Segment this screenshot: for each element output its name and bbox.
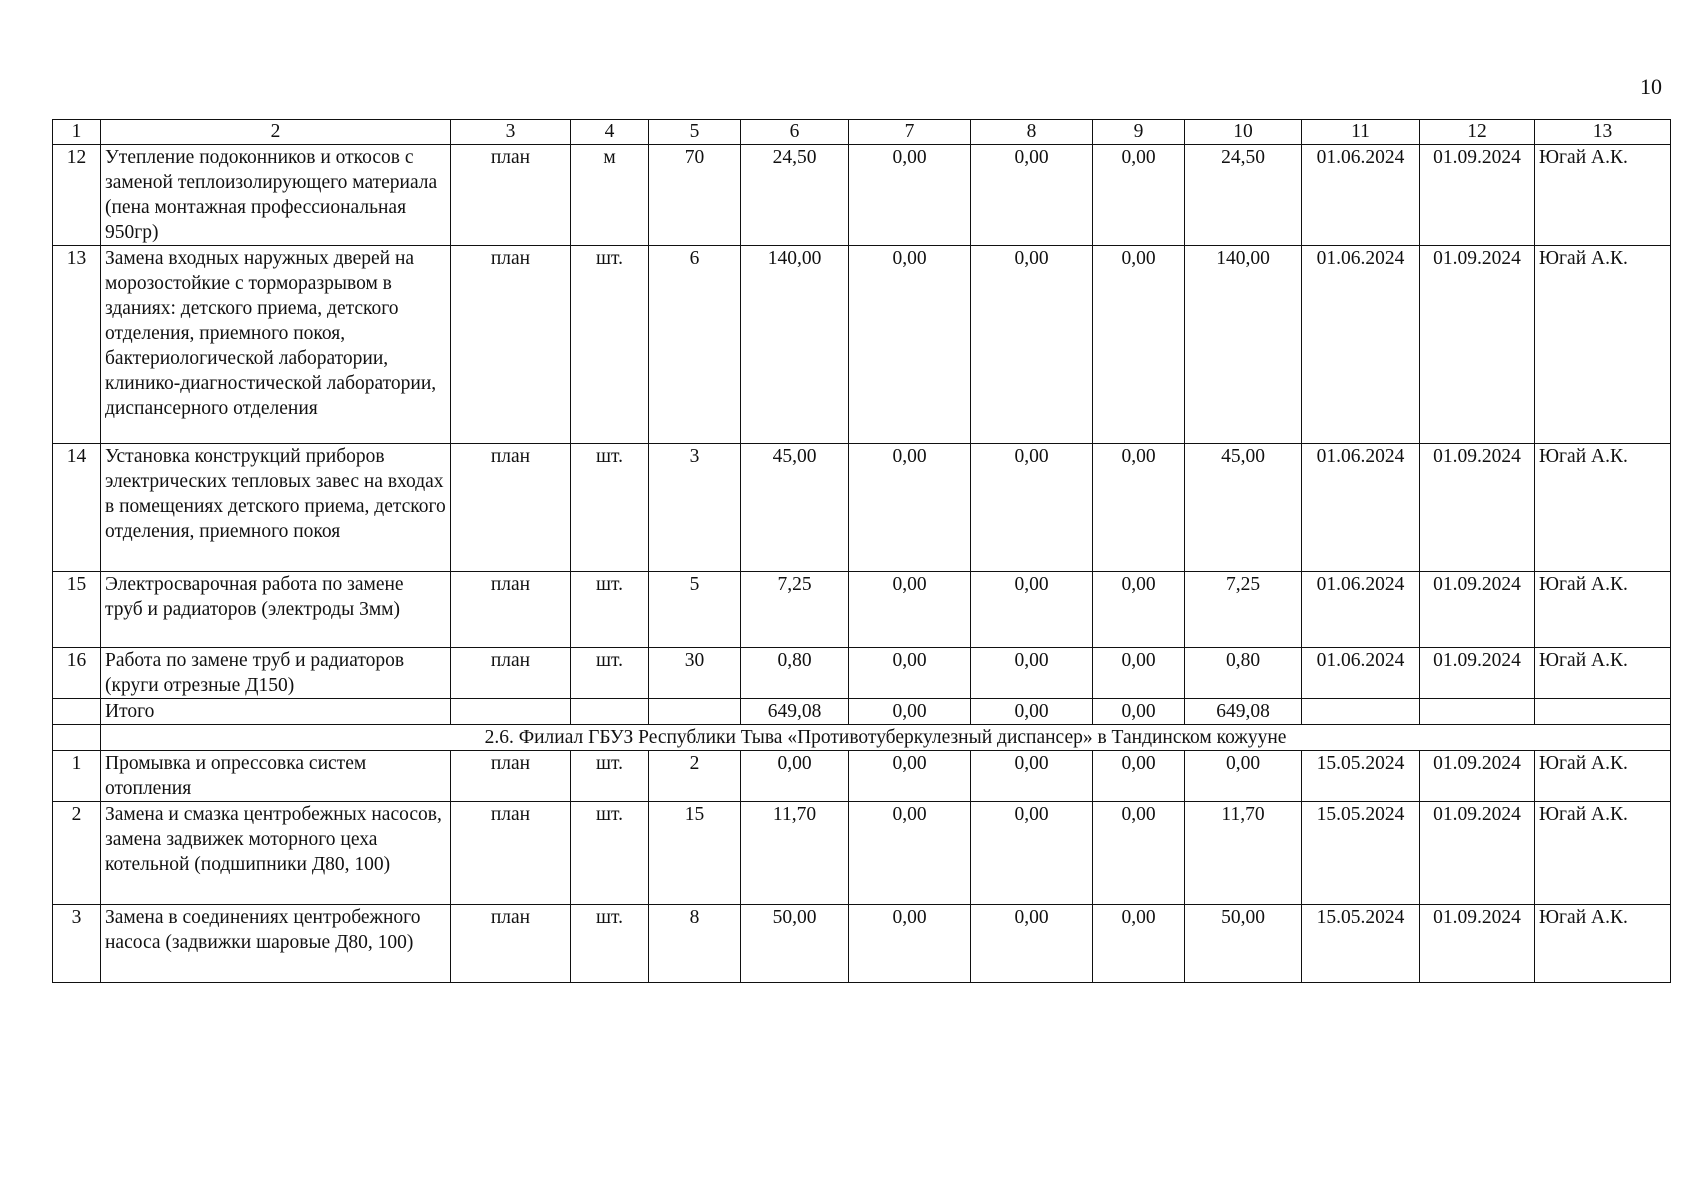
row-unit: шт. — [571, 444, 649, 572]
work-description: Замена в соединениях центробежного насоса (задвижки шаровые Д80, 100) — [101, 905, 451, 983]
row-responsible: Югай А.К. — [1535, 246, 1671, 444]
total-empty-cell — [53, 699, 101, 725]
row-responsible: Югай А.К. — [1535, 572, 1671, 648]
total-empty-cell — [1420, 699, 1535, 725]
row-col10: 24,50 — [1185, 145, 1302, 246]
header-cell: 10 — [1185, 120, 1302, 145]
row-start-date: 01.06.2024 — [1302, 145, 1420, 246]
row-col7: 0,00 — [849, 751, 971, 802]
row-col7: 0,00 — [849, 145, 971, 246]
header-cell: 9 — [1093, 120, 1185, 145]
row-col10: 50,00 — [1185, 905, 1302, 983]
row-responsible: Югай А.К. — [1535, 444, 1671, 572]
row-col7: 0,00 — [849, 802, 971, 905]
row-col6: 140,00 — [741, 246, 849, 444]
row-type: план — [451, 751, 571, 802]
row-type: план — [451, 648, 571, 699]
row-col6: 24,50 — [741, 145, 849, 246]
row-end-date: 01.09.2024 — [1420, 246, 1535, 444]
table-row — [53, 905, 1671, 983]
row-responsible: Югай А.К. — [1535, 905, 1671, 983]
header-cell: 2 — [101, 120, 451, 145]
row-quantity: 70 — [649, 145, 741, 246]
header-row — [53, 120, 1671, 145]
row-col7: 0,00 — [849, 572, 971, 648]
row-type: план — [451, 246, 571, 444]
row-unit: шт. — [571, 751, 649, 802]
table-row — [53, 802, 1671, 905]
section-row — [53, 725, 1671, 751]
header-cell: 8 — [971, 120, 1093, 145]
row-start-date: 01.06.2024 — [1302, 246, 1420, 444]
row-type: план — [451, 905, 571, 983]
work-description: Промывка и опрессовка систем отопления — [101, 751, 451, 802]
work-description: Работа по замене труб и радиаторов (круги отрезные Д150) — [101, 648, 451, 699]
row-col6: 7,25 — [741, 572, 849, 648]
row-unit: шт. — [571, 905, 649, 983]
table-row — [53, 246, 1671, 444]
header-cell: 13 — [1535, 120, 1671, 145]
work-description: Установка конструкций приборов электрических тепловых завес на входах в помещениях детского приема, детского отделения, приемного покоя — [101, 444, 451, 572]
work-description: Замена входных наружных дверей на морозостойкие с торморазрывом в зданиях: детского приема, детского отделения, приемного покоя, бактериологической лаборатории, клинико-диагностической лаборатории, диспансерного отделения — [101, 246, 451, 444]
row-col9: 0,00 — [1093, 246, 1185, 444]
row-number: 13 — [53, 246, 101, 444]
row-end-date: 01.09.2024 — [1420, 444, 1535, 572]
row-col6: 0,80 — [741, 648, 849, 699]
row-col10: 140,00 — [1185, 246, 1302, 444]
table-row — [53, 648, 1671, 699]
total-label: Итого — [101, 699, 451, 725]
table-row — [53, 444, 1671, 572]
row-number: 1 — [53, 751, 101, 802]
header-cell: 6 — [741, 120, 849, 145]
row-quantity: 6 — [649, 246, 741, 444]
work-description: Электросварочная работа по замене труб и радиаторов (электроды 3мм) — [101, 572, 451, 648]
row-start-date: 01.06.2024 — [1302, 572, 1420, 648]
row-type: план — [451, 802, 571, 905]
header-cell: 7 — [849, 120, 971, 145]
total-col6: 649,08 — [741, 699, 849, 725]
header-cell: 5 — [649, 120, 741, 145]
row-end-date: 01.09.2024 — [1420, 648, 1535, 699]
table-row — [53, 145, 1671, 246]
row-end-date: 01.09.2024 — [1420, 905, 1535, 983]
row-col10: 45,00 — [1185, 444, 1302, 572]
header-cell: 12 — [1420, 120, 1535, 145]
row-col8: 0,00 — [971, 246, 1093, 444]
row-col6: 45,00 — [741, 444, 849, 572]
row-col10: 0,80 — [1185, 648, 1302, 699]
row-col9: 0,00 — [1093, 572, 1185, 648]
row-unit: шт. — [571, 802, 649, 905]
row-col7: 0,00 — [849, 905, 971, 983]
total-empty-cell — [649, 699, 741, 725]
header-cell: 11 — [1302, 120, 1420, 145]
section-title: 2.6. Филиал ГБУЗ Республики Тыва «Противотуберкулезный диспансер» в Тандинском кожууне — [101, 725, 1671, 751]
row-col6: 11,70 — [741, 802, 849, 905]
work-description: Замена и смазка центробежных насосов, замена задвижек моторного цеха котельной (подшипники Д80, 100) — [101, 802, 451, 905]
row-col10: 7,25 — [1185, 572, 1302, 648]
row-end-date: 01.09.2024 — [1420, 572, 1535, 648]
row-col8: 0,00 — [971, 145, 1093, 246]
table-row — [53, 751, 1671, 802]
section-empty-cell — [53, 725, 101, 751]
row-type: план — [451, 572, 571, 648]
row-quantity: 5 — [649, 572, 741, 648]
row-number: 2 — [53, 802, 101, 905]
row-col9: 0,00 — [1093, 145, 1185, 246]
row-col10: 11,70 — [1185, 802, 1302, 905]
row-type: план — [451, 145, 571, 246]
row-col9: 0,00 — [1093, 802, 1185, 905]
row-col7: 0,00 — [849, 246, 971, 444]
row-col8: 0,00 — [971, 572, 1093, 648]
works-table — [52, 119, 1671, 983]
row-quantity: 2 — [649, 751, 741, 802]
row-col8: 0,00 — [971, 444, 1093, 572]
total-empty-cell — [1302, 699, 1420, 725]
row-col7: 0,00 — [849, 444, 971, 572]
row-responsible: Югай А.К. — [1535, 751, 1671, 802]
row-col6: 50,00 — [741, 905, 849, 983]
row-col6: 0,00 — [741, 751, 849, 802]
row-number: 15 — [53, 572, 101, 648]
row-col8: 0,00 — [971, 648, 1093, 699]
row-quantity: 3 — [649, 444, 741, 572]
row-responsible: Югай А.К. — [1535, 648, 1671, 699]
row-end-date: 01.09.2024 — [1420, 145, 1535, 246]
total-col9: 0,00 — [1093, 699, 1185, 725]
total-row — [53, 699, 1671, 725]
row-quantity: 30 — [649, 648, 741, 699]
row-end-date: 01.09.2024 — [1420, 802, 1535, 905]
row-col9: 0,00 — [1093, 648, 1185, 699]
row-quantity: 15 — [649, 802, 741, 905]
total-empty-cell — [1535, 699, 1671, 725]
row-start-date: 15.05.2024 — [1302, 751, 1420, 802]
row-number: 12 — [53, 145, 101, 246]
row-unit: м — [571, 145, 649, 246]
work-description: Утепление подоконников и откосов с заменой теплоизолирующего материала (пена монтажная профессиональная 950гр) — [101, 145, 451, 246]
row-unit: шт. — [571, 572, 649, 648]
total-col8: 0,00 — [971, 699, 1093, 725]
row-end-date: 01.09.2024 — [1420, 751, 1535, 802]
row-quantity: 8 — [649, 905, 741, 983]
row-col8: 0,00 — [971, 751, 1093, 802]
row-responsible: Югай А.К. — [1535, 145, 1671, 246]
header-cell: 4 — [571, 120, 649, 145]
row-responsible: Югай А.К. — [1535, 802, 1671, 905]
row-col7: 0,00 — [849, 648, 971, 699]
row-col9: 0,00 — [1093, 444, 1185, 572]
row-start-date: 15.05.2024 — [1302, 802, 1420, 905]
row-start-date: 01.06.2024 — [1302, 648, 1420, 699]
total-col7: 0,00 — [849, 699, 971, 725]
row-col9: 0,00 — [1093, 751, 1185, 802]
row-unit: шт. — [571, 246, 649, 444]
row-number: 3 — [53, 905, 101, 983]
row-col10: 0,00 — [1185, 751, 1302, 802]
row-type: план — [451, 444, 571, 572]
row-unit: шт. — [571, 648, 649, 699]
total-col10: 649,08 — [1185, 699, 1302, 725]
row-start-date: 15.05.2024 — [1302, 905, 1420, 983]
row-col8: 0,00 — [971, 802, 1093, 905]
row-col8: 0,00 — [971, 905, 1093, 983]
row-number: 14 — [53, 444, 101, 572]
header-cell: 3 — [451, 120, 571, 145]
row-number: 16 — [53, 648, 101, 699]
total-empty-cell — [571, 699, 649, 725]
row-start-date: 01.06.2024 — [1302, 444, 1420, 572]
page-number: 10 — [1640, 74, 1662, 99]
header-cell: 1 — [53, 120, 101, 145]
table-row — [53, 572, 1671, 648]
total-empty-cell — [451, 699, 571, 725]
row-col9: 0,00 — [1093, 905, 1185, 983]
